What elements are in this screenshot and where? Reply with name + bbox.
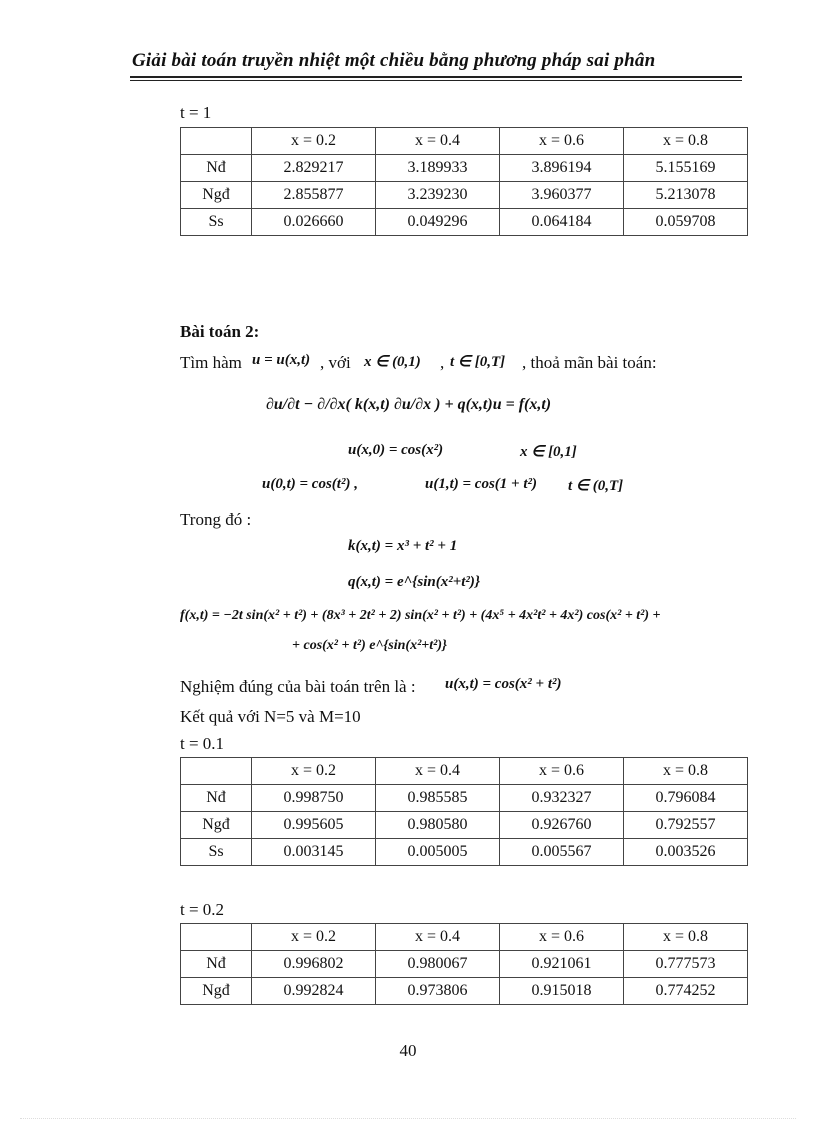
table-cell: x = 0.8 xyxy=(624,924,748,951)
table3 xyxy=(180,923,748,1005)
table-cell: Ss xyxy=(181,209,252,236)
table-cell: 0.996802 xyxy=(252,951,376,978)
table-cell: 5.213078 xyxy=(624,182,748,209)
table3-label: t = 0.2 xyxy=(180,900,225,919)
table-cell xyxy=(181,128,252,155)
table-cell: 3.896194 xyxy=(500,155,624,182)
bottom-divider xyxy=(20,1118,796,1119)
table-cell: 0.921061 xyxy=(500,951,624,978)
table-cell: Ngđ xyxy=(181,182,252,209)
equation-x-domain: x ∈ (0,1) xyxy=(364,354,421,370)
table-cell: 5.155169 xyxy=(624,155,748,182)
table-header-row xyxy=(181,924,748,951)
table-cell: x = 0.8 xyxy=(624,758,748,785)
table-cell: x = 0.6 xyxy=(500,924,624,951)
equation-exact-solution: u(x,t) = cos(x² + t²) xyxy=(445,676,562,692)
equation-u: u = u(x,t) xyxy=(252,352,311,368)
equation-bc-domain: t ∈ (0,T] xyxy=(568,478,624,494)
table2 xyxy=(180,757,748,866)
table-cell: 3.960377 xyxy=(500,182,624,209)
table-cell: 0.003526 xyxy=(624,839,748,866)
table-cell: 0.792557 xyxy=(624,812,748,839)
equation-t-domain: t ∈ [0,T] xyxy=(450,354,506,370)
table-cell: Nđ xyxy=(181,951,252,978)
table-cell: 0.980067 xyxy=(376,951,500,978)
table-cell: 0.995605 xyxy=(252,812,376,839)
equation-k: k(x,t) = x³ + t² + 1 xyxy=(348,538,458,554)
table-cell: 0.005567 xyxy=(500,839,624,866)
table-cell: 0.005005 xyxy=(376,839,500,866)
table-cell: x = 0.2 xyxy=(252,758,376,785)
table-cell xyxy=(181,758,252,785)
table-cell: x = 0.8 xyxy=(624,128,748,155)
result-label: Kết quả với N=5 và M=10 xyxy=(180,707,361,726)
table-cell: 3.189933 xyxy=(376,155,500,182)
table-cell: x = 0.4 xyxy=(376,924,500,951)
table-row xyxy=(181,978,748,1005)
table-cell: x = 0.4 xyxy=(376,128,500,155)
table-cell: 0.777573 xyxy=(624,951,748,978)
table-cell: 0.774252 xyxy=(624,978,748,1005)
page-number: 40 xyxy=(399,1041,417,1060)
table-header-row xyxy=(181,128,748,155)
table-cell: 0.998750 xyxy=(252,785,376,812)
table-cell: Nđ xyxy=(181,785,252,812)
table-header-row xyxy=(181,758,748,785)
table-cell: 2.855877 xyxy=(252,182,376,209)
table-cell: 0.026660 xyxy=(252,209,376,236)
table-cell: Ngđ xyxy=(181,812,252,839)
table-cell: 0.915018 xyxy=(500,978,624,1005)
table-cell xyxy=(181,924,252,951)
table2-label: t = 0.1 xyxy=(180,734,225,753)
table-cell: 0.980580 xyxy=(376,812,500,839)
table-cell: x = 0.2 xyxy=(252,128,376,155)
table-cell: x = 0.2 xyxy=(252,924,376,951)
table-row xyxy=(181,785,748,812)
table-cell: x = 0.6 xyxy=(500,758,624,785)
table-cell: 0.796084 xyxy=(624,785,748,812)
table-cell: 0.973806 xyxy=(376,978,500,1005)
table-cell: 0.926760 xyxy=(500,812,624,839)
exact-solution-label: Nghiệm đúng của bài toán trên là : xyxy=(180,677,416,696)
table-cell: x = 0.6 xyxy=(500,128,624,155)
table-cell: 0.003145 xyxy=(252,839,376,866)
intro-text-b: , với xyxy=(320,353,351,372)
table-cell: 0.064184 xyxy=(500,209,624,236)
table-cell: 0.049296 xyxy=(376,209,500,236)
table-row xyxy=(181,155,748,182)
equation-ic-domain: x ∈ [0,1] xyxy=(520,444,577,460)
table-cell: Nđ xyxy=(181,155,252,182)
running-header: Giải bài toán truyền nhiệt một chiều bằng phương pháp sai phân xyxy=(132,50,656,71)
table-cell: 3.239230 xyxy=(376,182,500,209)
table-cell: 0.059708 xyxy=(624,209,748,236)
equation-q: q(x,t) = e^{sin(x²+t²)} xyxy=(348,574,481,590)
where-label: Trong đó : xyxy=(180,510,252,529)
intro-text-c: , xyxy=(440,353,445,372)
table1-label: t = 1 xyxy=(180,103,212,122)
equation-initial-condition: u(x,0) = cos(x²) xyxy=(348,442,444,458)
table-cell: 0.985585 xyxy=(376,785,500,812)
problem-heading: Bài toán 2: xyxy=(180,322,260,341)
table-row xyxy=(181,182,748,209)
table-row xyxy=(181,812,748,839)
intro-text-d: , thoả mãn bài toán: xyxy=(522,353,657,372)
table-row xyxy=(181,209,748,236)
equation-boundary-left: u(0,t) = cos(t²) , xyxy=(262,476,358,492)
equation-boundary-right: u(1,t) = cos(1 + t²) xyxy=(425,476,537,492)
header-rule-thin xyxy=(130,80,742,81)
table-cell: Ss xyxy=(181,839,252,866)
equation-main: ∂u/∂t − ∂/∂x( k(x,t) ∂u/∂x ) + q(x,t)u = f(x,t) xyxy=(266,396,552,413)
table-cell: Ngđ xyxy=(181,978,252,1005)
equation-f-line2: + cos(x² + t²) e^{sin(x²+t²)} xyxy=(292,638,447,653)
table-cell: 0.992824 xyxy=(252,978,376,1005)
table-cell: 2.829217 xyxy=(252,155,376,182)
table1 xyxy=(180,127,748,236)
intro-text-a: Tìm hàm xyxy=(180,353,242,372)
header-rule-thick xyxy=(130,76,742,78)
table-row xyxy=(181,839,748,866)
table-cell: 0.932327 xyxy=(500,785,624,812)
table-cell: x = 0.4 xyxy=(376,758,500,785)
table-row xyxy=(181,951,748,978)
equation-f-line1: f(x,t) = −2t sin(x² + t²) + (8x³ + 2t² + 2) sin(x² + t²) + (4x⁵ + 4x²t² + 4x²) cos(x² + t²) + xyxy=(180,608,661,623)
